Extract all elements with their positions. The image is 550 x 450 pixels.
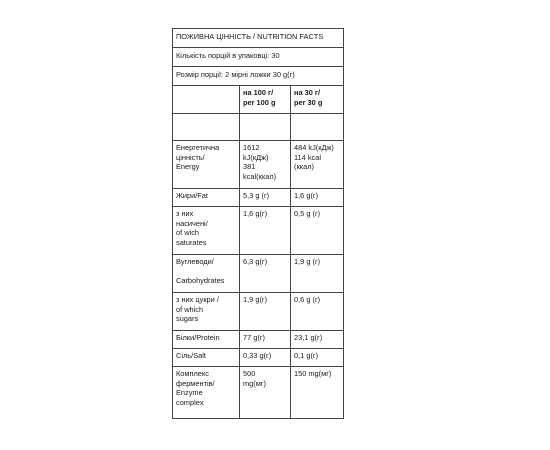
- row-value-per-100g: 6,3 g(г): [240, 255, 291, 293]
- row-value-per-100g: 1,6 g(г): [240, 207, 291, 255]
- header-empty-cell: [173, 86, 240, 114]
- servings-per-container: Кількість порцій в упаковці: 30: [173, 48, 344, 67]
- table-row: [173, 331, 344, 349]
- table-row: [173, 367, 344, 419]
- spacer-row: [173, 114, 344, 141]
- row-label: Енергетична цінність/ Energy: [173, 141, 240, 189]
- row-value-per-30g: 150 mg(мг): [291, 367, 344, 419]
- serving-size: Розмір порції: 2 мірні ложки 30 g(г): [173, 67, 344, 86]
- header-per-100g: на 100 г/ per 100 g: [240, 86, 291, 114]
- row-value-per-30g: 484 kJ(кДж) 114 kcal (ккал): [291, 141, 344, 189]
- row-label: Сіль/Salt: [173, 349, 240, 367]
- row-value-per-100g: 1,9 g(г): [240, 293, 291, 331]
- spacer-cell: [291, 114, 344, 141]
- row-label: з них цукри / of which sugars: [173, 293, 240, 331]
- table-row: [173, 349, 344, 367]
- row-label: Білки/Protein: [173, 331, 240, 349]
- row-label: Комплекс ферментів/ Enzyme complex: [173, 367, 240, 419]
- row-value-per-100g: 0,33 g(г): [240, 349, 291, 367]
- row-value-per-30g: 0,1 g(г): [291, 349, 344, 367]
- table-row: [173, 189, 344, 207]
- table-row: [173, 141, 344, 189]
- table-row: [173, 255, 344, 293]
- row-label: Вуглеводи/ Carbohydrates: [173, 255, 240, 293]
- spacer-cell: [173, 114, 240, 141]
- nutrition-facts-table: [172, 28, 344, 419]
- table-title: ПОЖИВНА ЦІННІСТЬ / NUTRITION FACTS: [173, 29, 344, 48]
- table-row: [173, 293, 344, 331]
- title-row: [173, 29, 344, 48]
- spacer-cell: [240, 114, 291, 141]
- row-value-per-30g: 0,6 g (г): [291, 293, 344, 331]
- row-value-per-30g: 23,1 g(г): [291, 331, 344, 349]
- row-value-per-30g: 0,5 g (г): [291, 207, 344, 255]
- row-value-per-30g: 1,9 g (г): [291, 255, 344, 293]
- row-label: з них насичені/ of wich saturates: [173, 207, 240, 255]
- row-value-per-100g: 5,3 g (г): [240, 189, 291, 207]
- serving-size-row: [173, 67, 344, 86]
- row-value-per-30g: 1,6 g(г): [291, 189, 344, 207]
- servings-row: [173, 48, 344, 67]
- header-per-30g: на 30 г/ per 30 g: [291, 86, 344, 114]
- row-value-per-100g: 1612 kJ(кДж) 381 kcal(ккал): [240, 141, 291, 189]
- row-value-per-100g: 500 mg(мг): [240, 367, 291, 419]
- row-value-per-100g: 77 g(г): [240, 331, 291, 349]
- table-row: [173, 207, 344, 255]
- column-header-row: [173, 86, 344, 114]
- row-label: Жири/Fat: [173, 189, 240, 207]
